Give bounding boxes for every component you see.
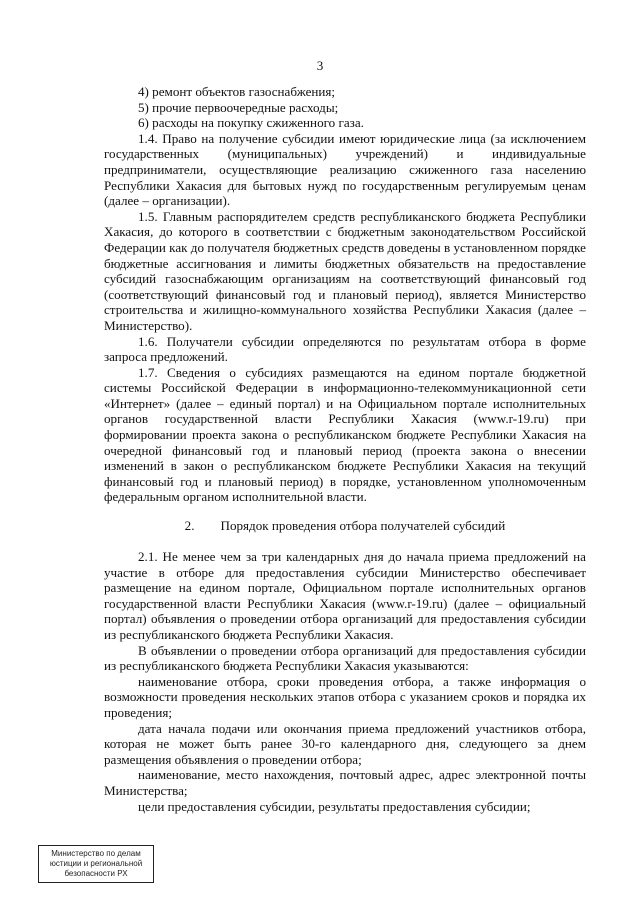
paragraph-1-7: 1.7. Сведения о субсидиях размещаются на едином портале бюджетной системы Российской Федерации в информационно-телекоммуникационной сети «Интернет» (далее – единый портал) и на Официальном портале исполнительных органов государственной власти Республики Хакасия (www.r-19.ru) при формировании проекта закона о республиканском бюджете Республики Хакасия на очередной финансовый год и плановый период (проекта закона о внесении изменений в закон о республиканском бюджете Республики Хакасия на текущий финансовый год и плановый период) в порядке, установленном уполномоченным федеральным органом исполнительной власти. (104, 364, 586, 505)
stamp-line-3: безопасности РХ (64, 869, 128, 878)
section-1-body (104, 84, 586, 505)
list-item-6: 6) расходы на покупку сжиженного газа. (138, 115, 364, 131)
paragraph-1-6: 1.6. Получатели субсидии определяются по результатам отбора в форме запроса предложений. (104, 333, 586, 365)
ministry-stamp (38, 845, 154, 883)
paragraph-item-date: дата начала подачи или окончания приема предложений участников отбора, которая не может быть ранее 30-го календарного дня, следующего за днем размещения объявления о проведении отбора; (104, 720, 586, 767)
paragraph-item-name: наименование отбора, сроки проведения отбора, а также информация о возможности проведения нескольких этапов отбора с указанием сроков и порядка их проведения; (104, 673, 586, 720)
paragraph-item-goals: цели предоставления субсидии, результаты предоставления субсидии; (138, 798, 531, 814)
section-2-body (104, 549, 586, 814)
paragraph-1-4: 1.4. Право на получение субсидии имеют юридические лица (за исключением государственных (муниципальных) учреждений) и индивидуальные предприниматели, осуществляющие реализацию сжиженного газа населению Республики Хакасия для бытовых нужд по государственным регулируемым ценам (далее – организации). (104, 130, 586, 209)
paragraph-1-5: 1.5. Главным распорядителем средств республиканского бюджета Республики Хакасия, до которого в соответствии с бюджетным законодательством Российской Федерации как до получателя бюджетных средств доведены в установленном порядке бюджетные ассигнования и лимиты бюджетных обязательств на предоставление субсидий газоснабжающим организациям на соответствующий финансовый год (соответствующий финансовый год и плановый период), является Министерство строительства и жилищно-коммунального хозяйства Республики Хакасия (далее – Министерство). (104, 208, 586, 333)
paragraph-announcement: В объявлении о проведении отбора организаций для предоставления субсидии из республиканского бюджета Республики Хакасия указываются: (104, 642, 586, 674)
stamp-line-2: юстиции и региональной (49, 859, 143, 868)
section-2-title: Порядок проведения отбора получателей субсидий (220, 518, 506, 533)
section-2-number: 2. (184, 518, 195, 533)
page-number: 3 (316, 58, 324, 73)
list-item-5: 5) прочие первоочередные расходы; (138, 99, 339, 115)
list-item-4: 4) ремонт объектов газоснабжения; (138, 84, 336, 99)
stamp-line-1: Министерство по делам (51, 849, 141, 858)
paragraph-item-address: наименование, место нахождения, почтовый адрес, адрес электронной почты Министерства; (104, 767, 586, 798)
paragraph-2-1: 2.1. Не менее чем за три календарных дня до начала приема предложений на участие в отборе для предоставления субсидии Министерство обеспечивает размещение на едином портале, Официальном портале исполнительных органов государственной власти Республики Хакасия (www.r-19.ru) (далее – официальный портал) объявления о проведении отбора организаций для предоставления субсидии из республиканского бюджета Республики Хакасия. (104, 549, 586, 642)
section-2-heading (104, 518, 586, 534)
